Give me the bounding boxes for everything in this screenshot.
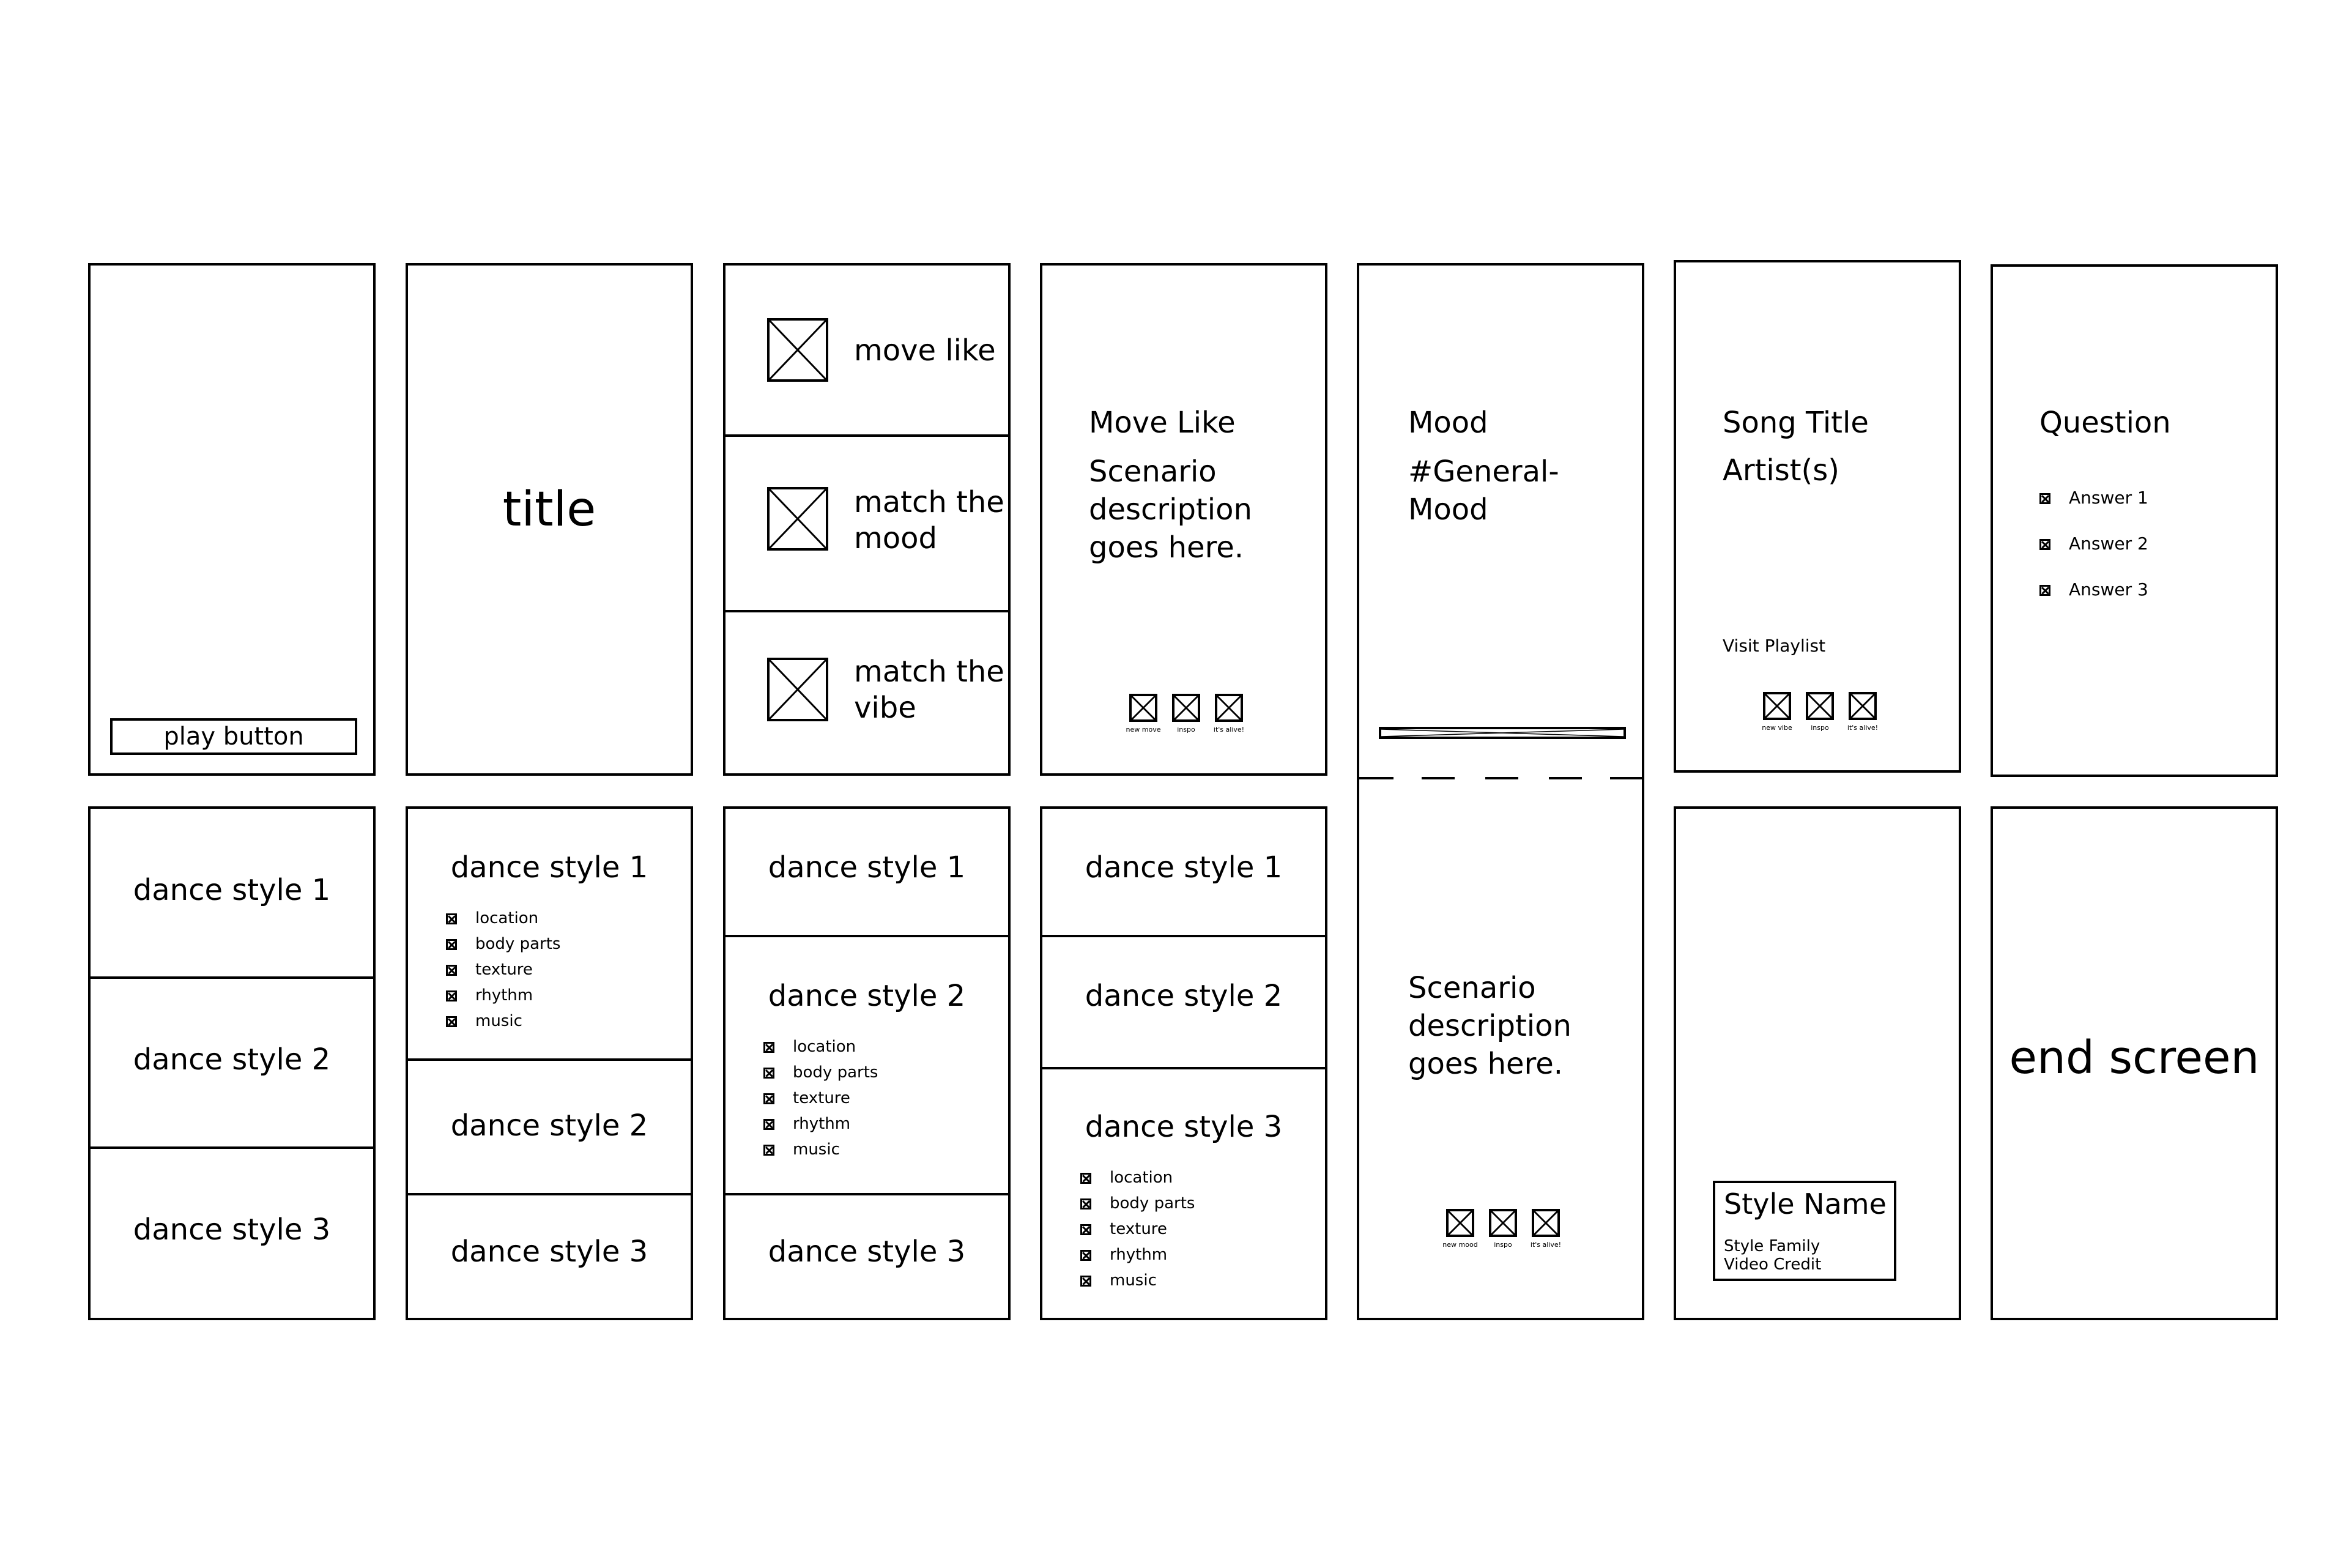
- answer-option[interactable]: Answer 2: [2039, 533, 2148, 579]
- checkbox-icon[interactable]: [2039, 539, 2050, 550]
- checkbox-icon[interactable]: [763, 1119, 774, 1130]
- x-box-icon: [1129, 694, 1157, 722]
- x-box-icon: [1806, 692, 1834, 720]
- menu-item-match-vibe[interactable]: [725, 612, 1008, 776]
- detail-item: rhythm: [446, 983, 560, 1008]
- menu-screen: [723, 263, 1011, 776]
- its-alive-button[interactable]: [1841, 692, 1884, 732]
- detail-item: location: [763, 1034, 878, 1060]
- style-details: [446, 905, 560, 1034]
- x-box-icon: [1446, 1209, 1474, 1237]
- play-button[interactable]: play button: [110, 718, 357, 755]
- detail-item: texture: [1080, 1216, 1195, 1242]
- move-like-screen: [1040, 263, 1327, 776]
- checkbox-icon[interactable]: [2039, 493, 2050, 504]
- action-icons: [1122, 694, 1250, 734]
- dance-style-label: dance style 2: [768, 979, 966, 1013]
- checkbox-icon[interactable]: [1080, 1276, 1091, 1287]
- scenario-description: Scenario description goes here.: [1089, 455, 1252, 565]
- song-screen: [1674, 260, 1961, 773]
- inspo-button[interactable]: [1165, 694, 1208, 734]
- dance-style-label: dance style 1: [450, 850, 648, 885]
- fold-divider: [1359, 777, 1642, 779]
- style-details: [763, 1034, 878, 1162]
- checkbox-icon[interactable]: [763, 1042, 774, 1053]
- icon-label: inspo: [1811, 724, 1829, 732]
- its-alive-button[interactable]: [1208, 694, 1250, 734]
- detail-item: body parts: [763, 1060, 878, 1085]
- dance-style-label: dance style 2: [133, 1042, 331, 1077]
- checkbox-icon[interactable]: [446, 1016, 457, 1027]
- dance-style-label: dance style 2: [450, 1109, 648, 1143]
- icon-label: new mood: [1442, 1241, 1478, 1249]
- menu-item-label: match the vibe: [854, 655, 1004, 725]
- icon-label: inspo: [1494, 1241, 1512, 1249]
- song-artists: Artist(s): [1723, 453, 1840, 488]
- x-box-icon: [1532, 1209, 1560, 1237]
- menu-item-label: match the mood: [854, 485, 1004, 555]
- dance-style-label: dance style 2: [1085, 979, 1283, 1013]
- checkbox-icon[interactable]: [446, 939, 457, 950]
- answer-option[interactable]: Answer 1: [2039, 487, 2148, 533]
- dance-style-label: dance style 3: [133, 1213, 331, 1247]
- dance-styles-screen: [406, 806, 693, 1320]
- dance-style-label: dance style 1: [768, 850, 966, 885]
- detail-item: location: [446, 905, 560, 931]
- checkbox-icon[interactable]: [763, 1093, 774, 1104]
- menu-item-match-mood[interactable]: [725, 437, 1008, 610]
- play-screen: [88, 263, 376, 776]
- new-move-button[interactable]: [1122, 694, 1165, 734]
- dance-style-item[interactable]: [725, 937, 1008, 1192]
- visit-playlist-link[interactable]: Visit Playlist: [1723, 636, 1826, 656]
- detail-item: location: [1080, 1165, 1195, 1191]
- style-info-card: [1713, 1181, 1896, 1281]
- detail-item: texture: [763, 1085, 878, 1111]
- question-screen: [1991, 264, 2278, 777]
- dance-style-label: dance style 1: [1085, 850, 1283, 885]
- style-video-screen: [1674, 806, 1961, 1320]
- answer-list: [2039, 487, 2148, 625]
- icon-label: it's alive!: [1213, 726, 1245, 734]
- question-text: Question: [2039, 406, 2171, 440]
- video-credit: Video Credit: [1724, 1255, 1822, 1274]
- detail-item: body parts: [1080, 1191, 1195, 1216]
- image-placeholder-icon: [767, 318, 828, 382]
- icon-label: inspo: [1177, 726, 1195, 734]
- dance-style-label: dance style 1: [133, 873, 331, 907]
- checkbox-icon[interactable]: [1080, 1224, 1091, 1235]
- dance-style-item[interactable]: [725, 809, 1008, 935]
- icon-label: new vibe: [1762, 724, 1792, 732]
- its-alive-button[interactable]: [1524, 1209, 1567, 1249]
- checkbox-icon[interactable]: [446, 913, 457, 924]
- checkbox-icon[interactable]: [1080, 1173, 1091, 1184]
- scroll-bar[interactable]: [1379, 727, 1626, 739]
- detail-item: music: [446, 1008, 560, 1034]
- detail-item: music: [1080, 1268, 1195, 1293]
- dance-style-item[interactable]: [725, 1195, 1008, 1320]
- app-title: title: [502, 482, 596, 537]
- menu-item-label: move like: [854, 333, 996, 368]
- new-mood-button[interactable]: [1439, 1209, 1482, 1249]
- image-placeholder-icon: [767, 658, 828, 721]
- dance-style-label: dance style 3: [768, 1235, 966, 1269]
- inspo-button[interactable]: [1482, 1209, 1524, 1249]
- dance-style-label: dance style 3: [1085, 1110, 1283, 1144]
- dance-style-label: dance style 3: [450, 1235, 648, 1269]
- mood-tag: #General- Mood: [1408, 455, 1559, 527]
- song-title: Song Title: [1723, 406, 1869, 440]
- end-screen: [1991, 806, 2278, 1320]
- style-family: Style Family: [1724, 1237, 1820, 1255]
- dance-style-item[interactable]: [1042, 809, 1325, 935]
- image-placeholder-icon: [767, 487, 828, 551]
- mood-screen: [1357, 263, 1644, 1320]
- checkbox-icon[interactable]: [763, 1145, 774, 1156]
- icon-label: it's alive!: [1847, 724, 1879, 732]
- detail-item: body parts: [446, 931, 560, 957]
- icon-label: new move: [1126, 726, 1161, 734]
- action-icons: [1439, 1209, 1567, 1249]
- dance-style-item[interactable]: [408, 809, 691, 1058]
- dance-styles-screen: [88, 806, 376, 1320]
- detail-item: rhythm: [1080, 1242, 1195, 1268]
- dance-styles-screen: [1040, 806, 1327, 1320]
- detail-item: rhythm: [763, 1111, 878, 1137]
- dance-styles-screen: [723, 806, 1011, 1320]
- detail-item: texture: [446, 957, 560, 983]
- screen-heading: Move Like: [1089, 406, 1236, 440]
- dance-style-item[interactable]: [408, 1195, 691, 1320]
- screen-heading: Mood: [1408, 406, 1488, 440]
- style-name: Style Name: [1724, 1187, 1887, 1221]
- end-screen-label: end screen: [2009, 1031, 2260, 1084]
- action-icons: [1756, 692, 1884, 732]
- answer-option[interactable]: Answer 3: [2039, 579, 2148, 625]
- checkbox-icon[interactable]: [1080, 1250, 1091, 1261]
- checkbox-icon[interactable]: [446, 990, 457, 1001]
- dance-style-item[interactable]: [91, 809, 373, 976]
- x-box-icon: [1215, 694, 1243, 722]
- dance-style-item[interactable]: [91, 979, 373, 1146]
- title-screen: [406, 263, 693, 776]
- dance-style-item[interactable]: [1042, 937, 1325, 1067]
- dance-style-item[interactable]: [91, 1149, 373, 1320]
- new-vibe-button[interactable]: [1756, 692, 1798, 732]
- dance-style-item[interactable]: [1042, 1069, 1325, 1320]
- style-details: [1080, 1165, 1195, 1293]
- dance-style-item[interactable]: [408, 1061, 691, 1193]
- x-box-icon: [1763, 692, 1791, 720]
- checkbox-icon[interactable]: [763, 1068, 774, 1079]
- scenario-description: Scenario description goes here.: [1408, 971, 1572, 1081]
- x-box-icon: [1172, 694, 1200, 722]
- menu-item-move-like[interactable]: [725, 266, 1008, 434]
- x-box-icon: [1849, 692, 1877, 720]
- checkbox-icon[interactable]: [1080, 1198, 1091, 1209]
- inspo-button[interactable]: [1798, 692, 1841, 732]
- detail-item: music: [763, 1137, 878, 1162]
- checkbox-icon[interactable]: [2039, 585, 2050, 596]
- checkbox-icon[interactable]: [446, 965, 457, 976]
- icon-label: it's alive!: [1530, 1241, 1562, 1249]
- x-box-icon: [1489, 1209, 1517, 1237]
